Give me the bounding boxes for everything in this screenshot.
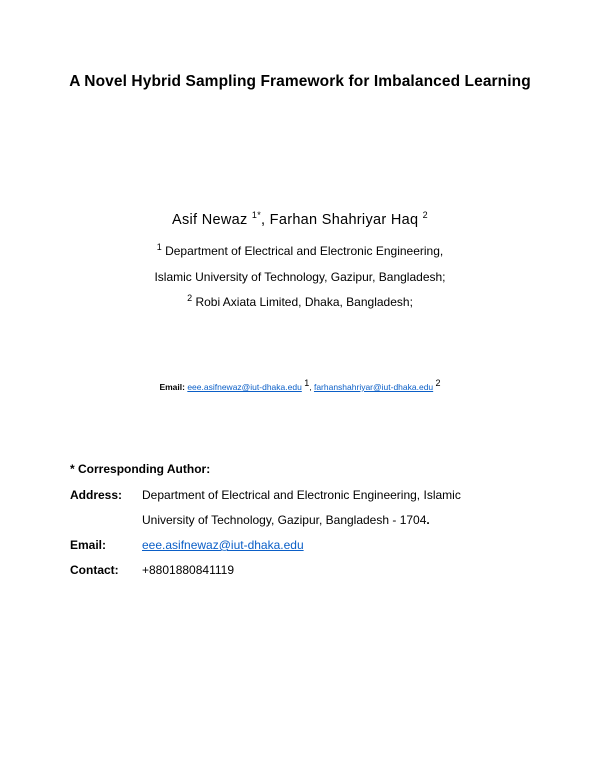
email-link-2[interactable]: farhanshahriyar@iut-dhaka.edu	[313, 382, 434, 392]
email-row-label: Email:	[70, 538, 107, 552]
affiliation-1-line-1	[0, 244, 600, 258]
email-link-1[interactable]: eee.asifnewaz@iut-dhaka.edu	[187, 382, 302, 392]
paper-title: A Novel Hybrid Sampling Framework for Imbalanced Learning	[69, 73, 531, 90]
contact-label: Contact:	[70, 563, 119, 577]
email-separator: ,	[309, 382, 312, 392]
author-name: Farhan Shahriyar Haq	[269, 212, 419, 228]
email-mark: 2	[435, 378, 441, 389]
address-end-mark: .	[426, 513, 430, 527]
corresponding-author-heading: * Corresponding Author:	[70, 462, 211, 476]
affiliation-1-line-2: Islamic University of Technology, Gazipur, Bangladesh;	[154, 270, 446, 284]
author-separator: ,	[261, 212, 270, 228]
affiliation-mark: 2	[187, 293, 193, 303]
author-emails	[0, 378, 600, 392]
affiliation-mark: 1	[156, 242, 162, 252]
email-row-value-wrap	[142, 538, 542, 552]
corresponding-email-link[interactable]: eee.asifnewaz@iut-dhaka.edu	[142, 538, 304, 552]
email-label: Email:	[159, 382, 185, 392]
contact-value: +8801880841119	[142, 563, 234, 577]
affiliation-text: Department of Electrical and Electronic Engineering,	[165, 244, 444, 258]
email-mark: 1	[304, 378, 310, 389]
address-line-2-text: University of Technology, Gazipur, Bangladesh - 1704	[142, 513, 427, 527]
author-affiliation-mark: 1*	[251, 210, 261, 221]
address-line-2	[142, 513, 542, 527]
affiliation-text: Robi Axiata Limited, Dhaka, Bangladesh;	[195, 295, 413, 309]
author-list	[0, 212, 600, 228]
affiliation-2	[0, 295, 600, 309]
author-name: Asif Newaz	[172, 212, 248, 228]
author-affiliation-mark: 2	[422, 210, 428, 221]
address-label: Address:	[70, 488, 123, 502]
address-line-1: Department of Electrical and Electronic Engineering, Islamic	[142, 488, 461, 502]
